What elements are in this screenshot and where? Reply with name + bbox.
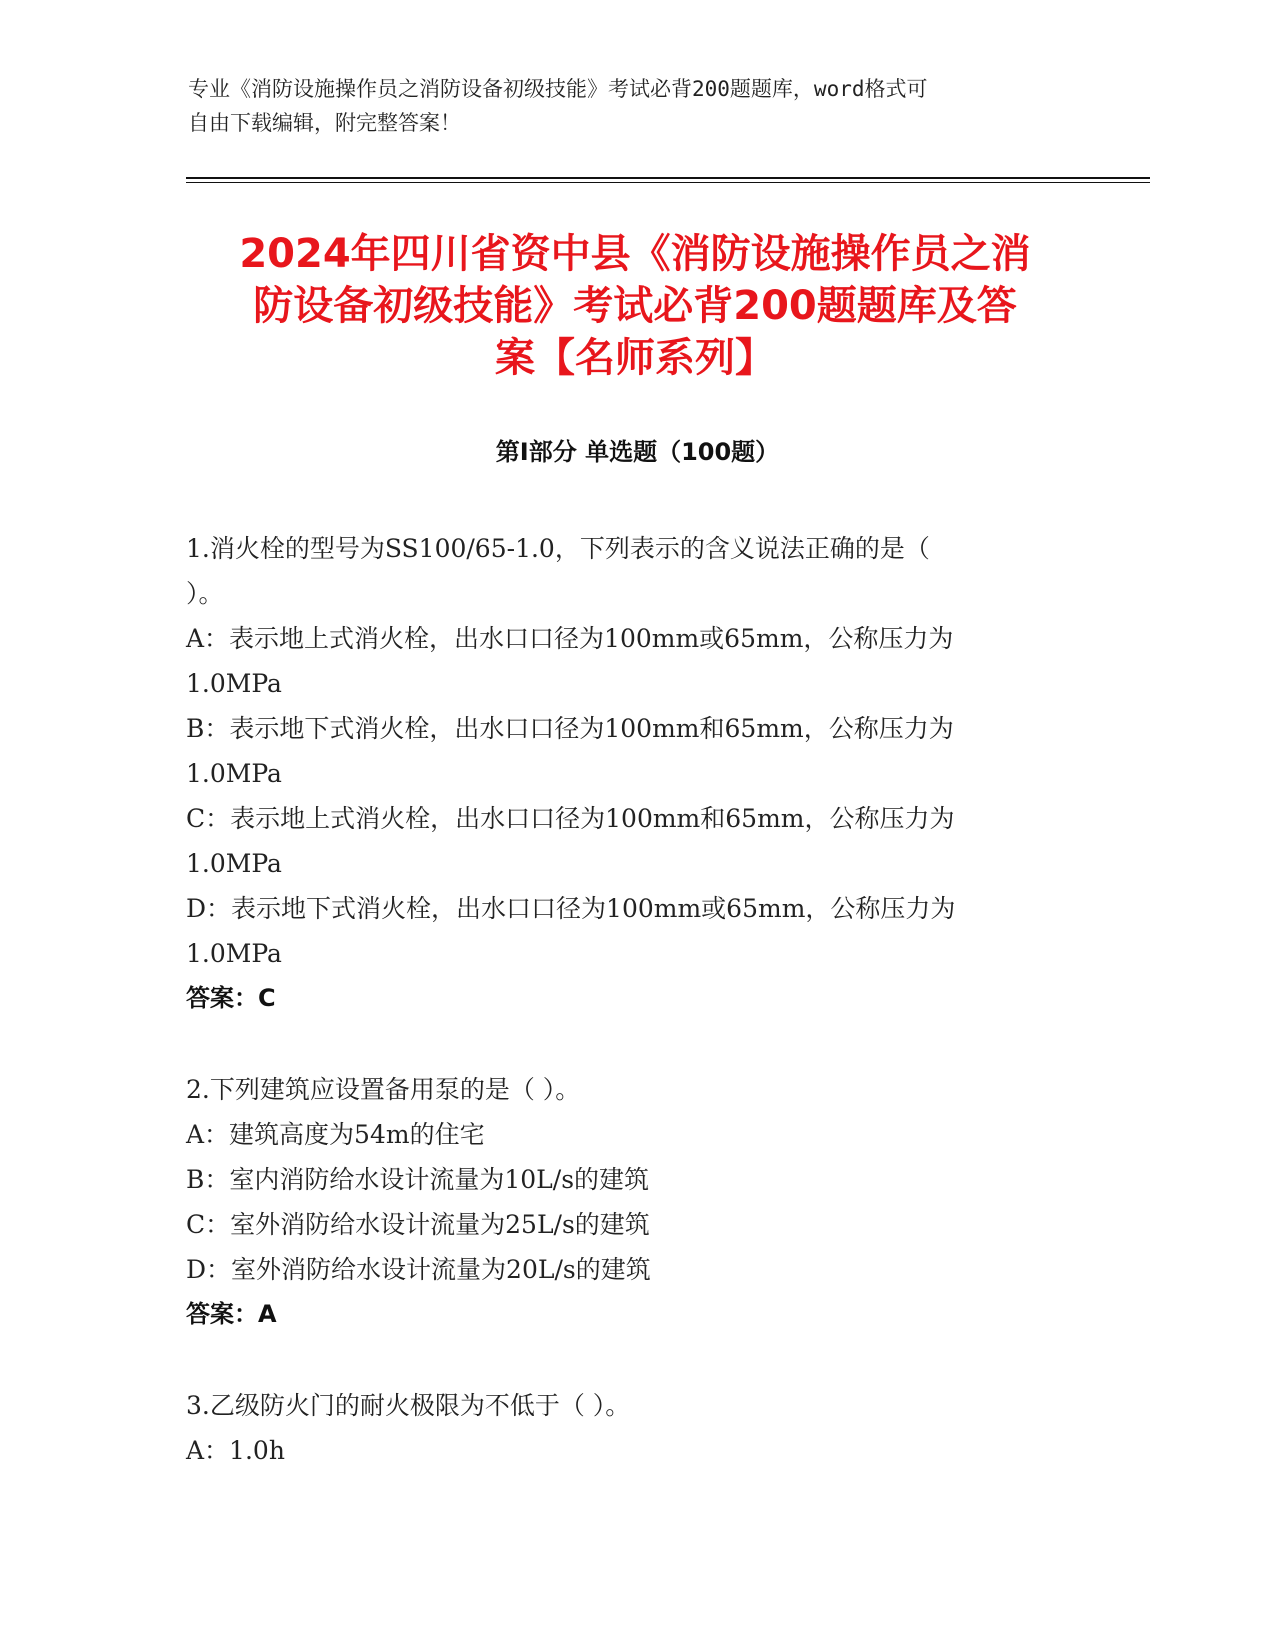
question-stem: 3.乙级防火门的耐火极限为不低于（ ）。 <box>186 1391 631 1420</box>
question-stem: 2.下列建筑应设置备用泵的是（ ）。 <box>186 1075 581 1104</box>
answer: 答案：C <box>186 984 276 1012</box>
question-stem-continued: ）。 <box>186 579 224 608</box>
document-title <box>160 228 1110 384</box>
option-d-continued: 1.0MPa <box>186 939 282 968</box>
option-b-continued: 1.0MPa <box>186 759 282 788</box>
option-a: A：建筑高度为54m的住宅 <box>186 1120 485 1149</box>
option-a-continued: 1.0MPa <box>186 669 282 698</box>
title-line-2: 防设备初级技能》考试必背200题题库及答 <box>253 283 1017 329</box>
option-a: A：表示地上式消火栓，出水口口径为100mm或65mm，公称压力为 <box>186 624 954 653</box>
question-1 <box>186 526 1086 1021</box>
option-c: C：室外消防给水设计流量为25L/s的建筑 <box>186 1210 650 1239</box>
title-line-1: 2024年四川省资中县《消防设施操作员之消 <box>239 231 1031 277</box>
option-c: C：表示地上式消火栓，出水口口径为100mm和65mm，公称压力为 <box>186 804 955 833</box>
question-stem: 1.消火栓的型号为SS100/65-1.0，下列表示的含义说法正确的是（ <box>186 534 930 563</box>
title-line-3: 案【名师系列】 <box>495 335 775 381</box>
header-note <box>188 72 1068 140</box>
question-2 <box>186 1067 1086 1337</box>
header-divider-thick <box>186 177 1150 179</box>
header-note-line-2: 自由下载编辑，附完整答案！ <box>188 111 461 135</box>
question-3 <box>186 1383 1086 1473</box>
option-c-continued: 1.0MPa <box>186 849 282 878</box>
section-heading: 第Ⅰ部分 单选题（100题） <box>495 438 780 466</box>
option-d: D：室外消防给水设计流量为20L/s的建筑 <box>186 1255 651 1284</box>
option-b: B：表示地下式消火栓，出水口口径为100mm和65mm，公称压力为 <box>186 714 954 743</box>
header-divider-thin <box>186 182 1150 183</box>
option-d: D：表示地下式消火栓，出水口口径为100mm或65mm，公称压力为 <box>186 894 956 923</box>
option-b: B：室内消防给水设计流量为10L/s的建筑 <box>186 1165 650 1194</box>
question-list <box>186 526 1086 1519</box>
option-a: A：1.0h <box>186 1436 285 1465</box>
header-note-line-1: 专业《消防设施操作员之消防设备初级技能》考试必背200题题库，word格式可 <box>188 77 928 101</box>
answer: 答案：A <box>186 1300 277 1328</box>
